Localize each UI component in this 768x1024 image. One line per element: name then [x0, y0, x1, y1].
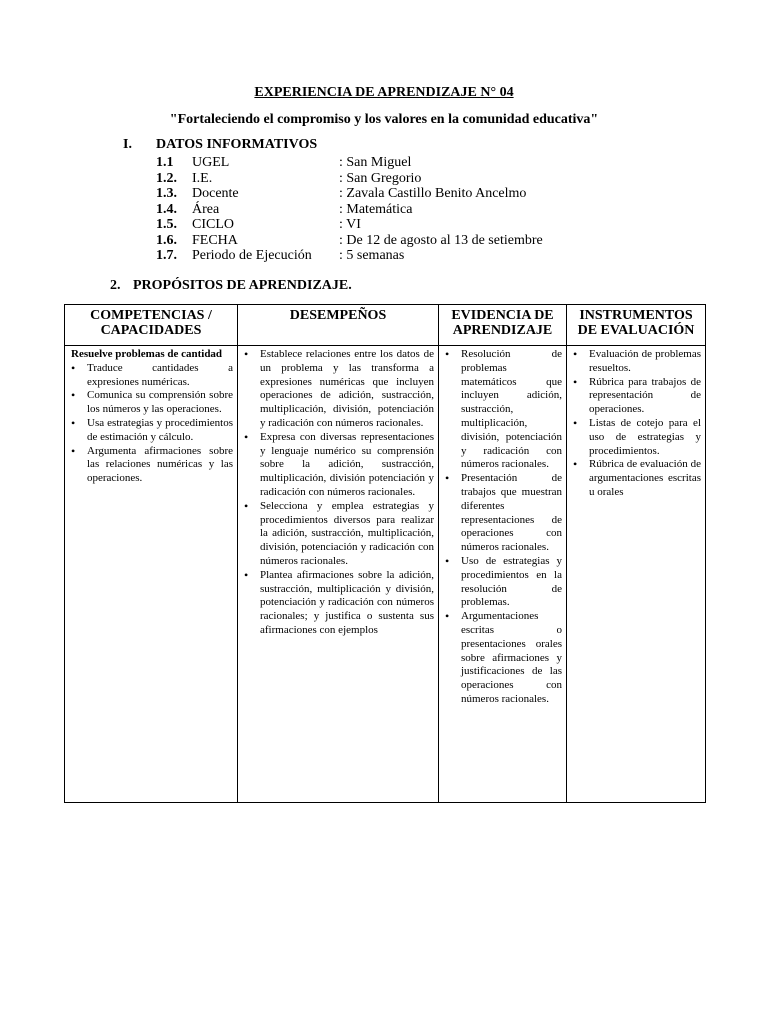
info-number: 1.1 — [156, 155, 174, 170]
list-item: • Resolución de problemas matemáticos que incluyen adición, sustracción, multiplicación, división, potenciación y radicación con números racionales. — [443, 348, 562, 472]
cell-competencias — [65, 346, 238, 803]
cell-evidencias — [439, 346, 567, 803]
info-number: 1.3. — [156, 186, 177, 201]
purposes-table — [64, 304, 706, 803]
list-item: • Evaluación de problemas resueltos. — [571, 348, 701, 376]
info-value: : San Miguel — [339, 155, 412, 170]
header-desempenos: DESEMPEÑOS — [238, 305, 439, 346]
info-value: : VI — [339, 217, 361, 232]
cell-instrumentos — [567, 346, 706, 803]
section-1-number: I. — [123, 137, 132, 152]
section-1-title: DATOS INFORMATIVOS — [156, 137, 318, 152]
document-subtitle: "Fortaleciendo el compromiso y los valores en la comunidad educativa" — [169, 112, 599, 127]
list-item: • Uso de estrategias y procedimientos en la resolución de problemas. — [443, 555, 562, 610]
list-item: • Argumenta afirmaciones sobre las relaciones numéricas y las operaciones. — [69, 445, 233, 486]
list-item: • Selecciona y emplea estrategias y procedimientos diversos para realizar la adición, sustracción, multiplicación, división, potenciación y radicación con números racionales. — [242, 500, 434, 569]
info-row-ciclo — [156, 217, 543, 233]
section-2-number: 2. — [110, 278, 121, 293]
list-item: • Comunica su comprensión sobre los números y las operaciones. — [69, 389, 233, 417]
capacidades-list — [69, 362, 233, 486]
list-item: • Rúbrica para trabajos de representación de operaciones. — [571, 376, 701, 417]
list-item: • Usa estrategias y procedimientos de estimación y cálculo. — [69, 417, 233, 445]
info-label: Área — [192, 201, 220, 217]
header-instrumentos: INSTRUMENTOS DE EVALUACIÓN — [567, 305, 706, 346]
info-label: UGEL — [192, 155, 230, 170]
info-number: 1.4. — [156, 201, 177, 217]
info-row-periodo — [156, 248, 543, 264]
info-list — [156, 155, 543, 264]
info-row-fecha — [156, 233, 543, 249]
list-item: • Expresa con diversas representaciones y lenguaje numérico su comprensión sobre la adición, sustracción, multiplicación, división potenciación y radicación con números racionales. — [242, 431, 434, 500]
evidencias-list — [443, 348, 562, 707]
list-item: • Plantea afirmaciones sobre la adición, sustracción, multiplicación y división, potenciación y radicación con números racionales; y justifica o sustenta sus afirmaciones con ejemplos — [242, 569, 434, 638]
info-value: : Matemática — [339, 201, 413, 217]
info-value: : 5 semanas — [339, 248, 405, 263]
instrumentos-list — [571, 348, 701, 500]
document-title: EXPERIENCIA DE APRENDIZAJE N° 04 — [254, 85, 514, 100]
info-row-area — [156, 202, 543, 218]
info-value: : De 12 de agosto al 13 de setiembre — [339, 232, 543, 248]
info-row-docente — [156, 186, 543, 202]
info-label: I.E. — [192, 170, 213, 186]
list-item: • Traduce cantidades a expresiones numéricas. — [69, 362, 233, 390]
info-value: : San Gregorio — [339, 170, 422, 186]
info-number: 1.7. — [156, 248, 177, 263]
info-number: 1.5. — [156, 217, 177, 232]
info-row-ugel — [156, 155, 543, 171]
competencia-title: Resuelve problemas de cantidad — [71, 348, 223, 360]
info-label: FECHA — [192, 232, 238, 248]
info-label: Periodo de Ejecución — [192, 248, 312, 263]
list-item: • Rúbrica de evaluación de argumentaciones escritas u orales — [571, 458, 701, 499]
desempenos-list — [242, 348, 434, 638]
table-header-row — [65, 305, 706, 346]
info-number: 1.6. — [156, 232, 177, 248]
info-row-ie — [156, 171, 543, 187]
list-item: • Argumentaciones escritas o presentaciones orales sobre afirmaciones y justificaciones de las operaciones con números racionales. — [443, 610, 562, 707]
list-item: • Establece relaciones entre los datos de un problema y las transforma a expresiones numéricas que incluyen operaciones de adición, sustracción, multiplicación, división, potenciación y radicación con números racionales. — [242, 348, 434, 431]
section-1-heading — [123, 137, 317, 153]
section-2-heading — [110, 278, 352, 294]
list-item: • Presentación de trabajos que muestran diferentes representaciones de operaciones con números racionales. — [443, 472, 562, 555]
list-item: • Listas de cotejo para el uso de estrategias y procedimientos. — [571, 417, 701, 458]
section-2-title: PROPÓSITOS DE APRENDIZAJE. — [133, 278, 352, 293]
info-value: : Zavala Castillo Benito Ancelmo — [339, 186, 527, 201]
info-label: Docente — [192, 186, 239, 201]
header-competencias: COMPETENCIAS / CAPACIDADES — [65, 305, 238, 346]
info-label: CICLO — [192, 217, 234, 232]
info-number: 1.2. — [156, 170, 177, 186]
cell-desempenos — [238, 346, 439, 803]
table-row — [65, 346, 706, 803]
header-evidencia: EVIDENCIA DE APRENDIZAJE — [439, 305, 567, 346]
